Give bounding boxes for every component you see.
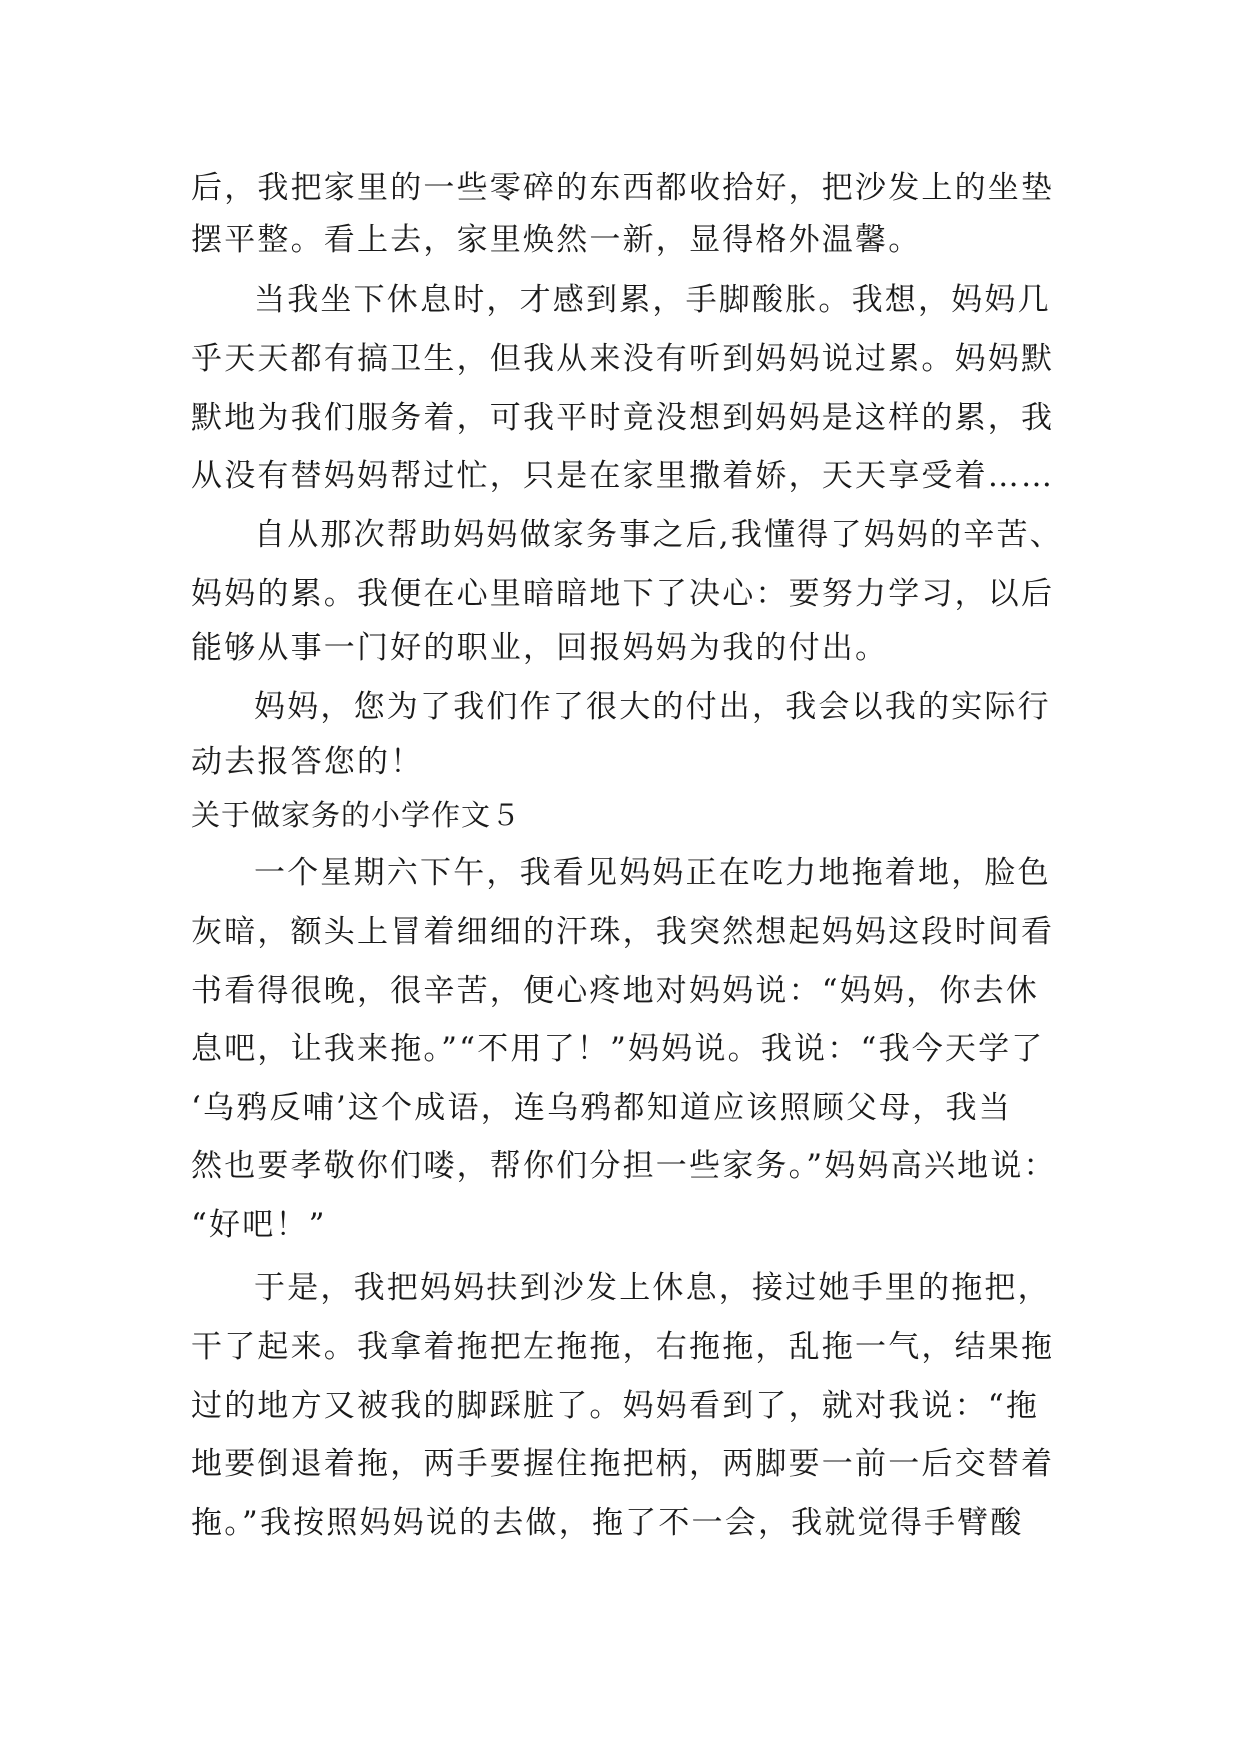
paragraph-first-line: 自从那次帮助妈妈做家务事之后,我懂得了妈妈的辛苦、 [254, 517, 1063, 553]
paragraph-first-line: 一个星期六下午，我看见妈妈正在吃力地拖着地，脸色 [254, 855, 1051, 891]
text-line: 乎天天都有搞卫生，但我从来没有听到妈妈说过累。妈妈默 [191, 341, 1055, 377]
text-line: 息吧，让我来拖。”“不用了！”妈妈说。我说：“我今天学了 [191, 1031, 1045, 1067]
text-line: 地要倒退着拖，两手要握住拖把柄，两脚要一前一后交替着 [191, 1446, 1055, 1482]
paragraph-first-line: 当我坐下休息时，才感到累，手脚酸胀。我想，妈妈几 [254, 282, 1051, 318]
text-line: 然也要孝敬你们喽，帮你们分担一些家务。”妈妈高兴地说： [191, 1148, 1057, 1184]
text-line: 灰暗，额头上冒着细细的汗珠，我突然想起妈妈这段时间看 [191, 914, 1055, 950]
text-line: “好吧！” [191, 1207, 327, 1243]
text-line: 动去报答您的！ [191, 744, 424, 780]
text-line: 能够从事一门好的职业，回报妈妈为我的付出。 [191, 630, 889, 666]
text-line: 干了起来。我拿着拖把左拖拖，右拖拖，乱拖一气，结果拖 [191, 1329, 1055, 1365]
section-heading: 关于做家务的小学作文５ [191, 798, 522, 832]
paragraph-first-line: 于是，我把妈妈扶到沙发上休息，接过她手里的拖把， [254, 1270, 1051, 1306]
paragraph-first-line: 妈妈，您为了我们作了很大的付出，我会以我的实际行 [254, 689, 1051, 725]
text-line: 妈妈的累。我便在心里暗暗地下了决心：要努力学习，以后 [191, 576, 1055, 612]
text-line: 从没有替妈妈帮过忙，只是在家里撒着娇，天天享受着…… [191, 458, 1055, 494]
text-line: 书看得很晚，很辛苦，便心疼地对妈妈说：“妈妈，你去休 [191, 973, 1040, 1009]
text-line: 后，我把家里的一些零碎的东西都收拾好，把沙发上的坐垫 [191, 170, 1055, 206]
text-line: 拖。”我按照妈妈说的去做，拖了不一会，我就觉得手臂酸 [191, 1505, 1024, 1541]
text-line: 默地为我们服务着，可我平时竟没想到妈妈是这样的累，我 [191, 400, 1055, 436]
text-line: ‘乌鸦反哺’这个成语，连乌鸦都知道应该照顾父母，我当 [191, 1090, 1012, 1126]
text-line: 过的地方又被我的脚踩脏了。妈妈看到了，就对我说：“拖 [191, 1388, 1040, 1424]
text-line: 摆平整。看上去，家里焕然一新，显得格外温馨。 [191, 222, 922, 258]
